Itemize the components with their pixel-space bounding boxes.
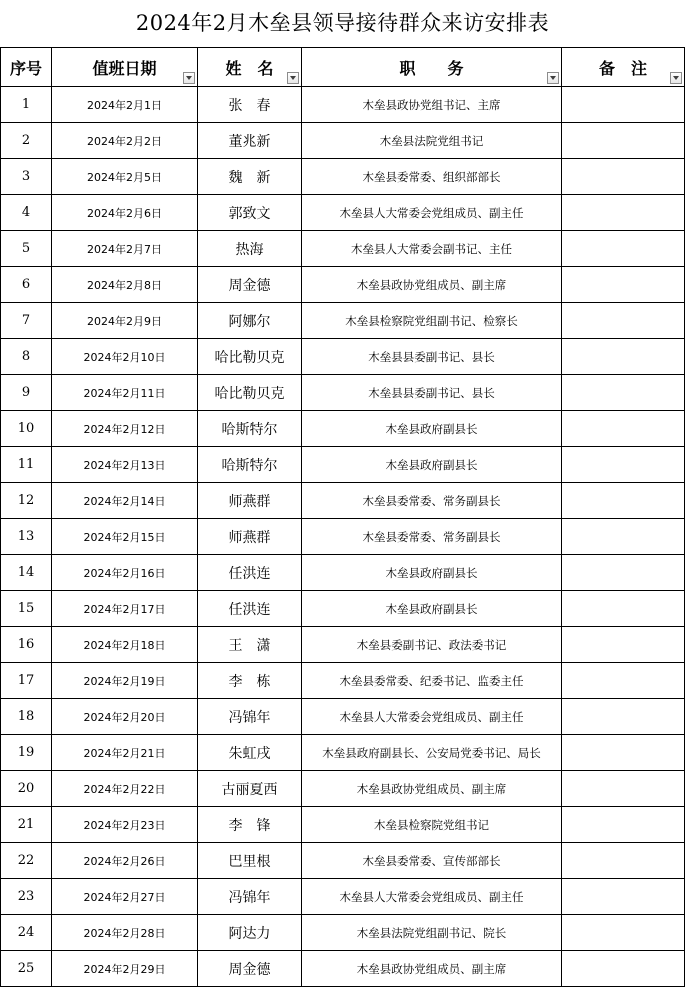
date-cell[interactable]: 2024年2月29日 [52,951,198,987]
name-cell[interactable]: 郭致文 [198,195,302,231]
seq-cell[interactable]: 23 [1,879,52,915]
position-cell[interactable]: 木垒县政协党组成员、副主席 [302,771,562,807]
position-cell[interactable]: 木垒县检察院党组副书记、检察长 [302,303,562,339]
date-cell[interactable]: 2024年2月12日 [52,411,198,447]
seq-cell[interactable]: 16 [1,627,52,663]
table-row [1,375,685,411]
table-body [1,87,685,987]
position-cell[interactable]: 木垒县人大常委会副书记、主任 [302,231,562,267]
date-cell[interactable]: 2024年2月9日 [52,303,198,339]
table-row [1,195,685,231]
table-row [1,447,685,483]
table-row [1,771,685,807]
name-cell[interactable]: 任洪连 [198,591,302,627]
name-cell[interactable]: 哈斯特尔 [198,411,302,447]
position-cell[interactable]: 木垒县人大常委会党组成员、副主任 [302,699,562,735]
date-cell[interactable]: 2024年2月14日 [52,483,198,519]
date-cell[interactable]: 2024年2月16日 [52,555,198,591]
seq-cell[interactable]: 5 [1,231,52,267]
name-cell[interactable]: 师燕群 [198,519,302,555]
position-cell[interactable]: 木垒县委常委、常务副县长 [302,483,562,519]
position-cell[interactable]: 木垒县人大常委会党组成员、副主任 [302,879,562,915]
name-cell[interactable]: 周金德 [198,951,302,987]
position-cell[interactable]: 木垒县委副书记、政法委书记 [302,627,562,663]
table-row [1,483,685,519]
name-cell[interactable]: 李 栋 [198,663,302,699]
seq-cell[interactable]: 8 [1,339,52,375]
date-cell[interactable]: 2024年2月26日 [52,843,198,879]
name-cell[interactable]: 任洪连 [198,555,302,591]
date-cell[interactable]: 2024年2月22日 [52,771,198,807]
position-cell[interactable]: 木垒县政协党组成员、副主席 [302,951,562,987]
note-cell[interactable] [562,735,685,771]
header-seq [1,48,52,87]
note-cell[interactable] [562,519,685,555]
table-row [1,663,685,699]
name-cell[interactable]: 王 潇 [198,627,302,663]
seq-cell[interactable]: 25 [1,951,52,987]
table-row [1,735,685,771]
table-row [1,411,685,447]
seq-cell[interactable]: 20 [1,771,52,807]
table-row [1,591,685,627]
seq-cell[interactable]: 17 [1,663,52,699]
note-cell[interactable] [562,447,685,483]
name-cell[interactable]: 董兆新 [198,123,302,159]
note-cell[interactable] [562,159,685,195]
name-cell[interactable]: 哈比勒贝克 [198,339,302,375]
date-cell[interactable]: 2024年2月21日 [52,735,198,771]
name-cell[interactable]: 热海 [198,231,302,267]
table-row [1,915,685,951]
table-row [1,87,685,123]
seq-cell[interactable]: 14 [1,555,52,591]
table-row [1,627,685,663]
table-row [1,519,685,555]
seq-cell[interactable]: 6 [1,267,52,303]
date-cell[interactable]: 2024年2月18日 [52,627,198,663]
position-cell[interactable]: 木垒县政府副县长 [302,591,562,627]
position-cell[interactable]: 木垒县政协党组成员、副主席 [302,267,562,303]
position-cell[interactable]: 木垒县政府副县长、公安局党委书记、局长 [302,735,562,771]
date-cell[interactable]: 2024年2月15日 [52,519,198,555]
seq-cell[interactable]: 4 [1,195,52,231]
name-cell[interactable]: 周金德 [198,267,302,303]
date-cell[interactable]: 2024年2月20日 [52,699,198,735]
date-cell[interactable]: 2024年2月7日 [52,231,198,267]
position-cell[interactable]: 木垒县县委副书记、县长 [302,339,562,375]
date-cell[interactable]: 2024年2月13日 [52,447,198,483]
table-row [1,807,685,843]
note-cell[interactable] [562,807,685,843]
note-cell[interactable] [562,87,685,123]
date-cell[interactable]: 2024年2月1日 [52,87,198,123]
seq-cell[interactable]: 7 [1,303,52,339]
note-cell[interactable] [562,375,685,411]
date-cell[interactable]: 2024年2月11日 [52,375,198,411]
name-cell[interactable]: 冯锦年 [198,699,302,735]
header-date [52,48,198,87]
note-cell[interactable] [562,663,685,699]
name-cell[interactable]: 李 锋 [198,807,302,843]
note-cell[interactable] [562,951,685,987]
note-cell[interactable] [562,195,685,231]
seq-cell[interactable]: 15 [1,591,52,627]
table-row [1,879,685,915]
schedule-table [0,47,685,987]
note-cell[interactable] [562,339,685,375]
seq-cell[interactable]: 12 [1,483,52,519]
header-row [1,48,685,87]
header-seq-label: 序号 [9,58,42,78]
name-cell[interactable]: 巴里根 [198,843,302,879]
name-cell[interactable]: 师燕群 [198,483,302,519]
note-cell[interactable] [562,231,685,267]
position-cell[interactable]: 木垒县人大常委会党组成员、副主任 [302,195,562,231]
filter-dropdown-icon[interactable] [183,72,195,84]
note-cell[interactable] [562,303,685,339]
note-cell[interactable] [562,771,685,807]
seq-cell[interactable]: 24 [1,915,52,951]
table-row [1,843,685,879]
header-name-label: 姓 名 [225,58,274,78]
seq-cell[interactable]: 19 [1,735,52,771]
seq-cell[interactable]: 3 [1,159,52,195]
seq-cell[interactable]: 1 [1,87,52,123]
note-cell[interactable] [562,411,685,447]
note-cell[interactable] [562,555,685,591]
table-row [1,159,685,195]
name-cell[interactable]: 哈斯特尔 [198,447,302,483]
page-title: 2024年2月木垒县领导接待群众来访安排表 [135,11,550,35]
position-cell[interactable]: 木垒县法院党组副书记、院长 [302,915,562,951]
date-cell[interactable]: 2024年2月28日 [52,915,198,951]
header-position [302,48,562,87]
note-cell[interactable] [562,699,685,735]
table-row [1,951,685,987]
seq-cell[interactable]: 11 [1,447,52,483]
name-cell[interactable]: 冯锦年 [198,879,302,915]
header-date-label: 值班日期 [92,58,157,78]
position-cell[interactable]: 木垒县委常委、常务副县长 [302,519,562,555]
header-position-label: 职 务 [399,58,464,78]
position-cell[interactable]: 木垒县检察院党组书记 [302,807,562,843]
seq-cell[interactable]: 21 [1,807,52,843]
note-cell[interactable] [562,627,685,663]
date-cell[interactable]: 2024年2月2日 [52,123,198,159]
filter-dropdown-icon[interactable] [670,72,682,84]
header-note-label: 备 注 [598,58,647,78]
name-cell[interactable]: 张 春 [198,87,302,123]
note-cell[interactable] [562,483,685,519]
header-name [198,48,302,87]
note-cell[interactable] [562,267,685,303]
position-cell[interactable]: 木垒县政府副县长 [302,411,562,447]
seq-cell[interactable]: 13 [1,519,52,555]
date-cell[interactable]: 2024年2月23日 [52,807,198,843]
date-cell[interactable]: 2024年2月6日 [52,195,198,231]
position-cell[interactable]: 木垒县法院党组书记 [302,123,562,159]
date-cell[interactable]: 2024年2月10日 [52,339,198,375]
position-cell[interactable]: 木垒县委常委、组织部部长 [302,159,562,195]
table-row [1,303,685,339]
date-cell[interactable]: 2024年2月5日 [52,159,198,195]
filter-dropdown-icon[interactable] [287,72,299,84]
name-cell[interactable]: 阿娜尔 [198,303,302,339]
seq-cell[interactable]: 9 [1,375,52,411]
header-note [562,48,685,87]
date-cell[interactable]: 2024年2月27日 [52,879,198,915]
note-cell[interactable] [562,123,685,159]
table-row [1,267,685,303]
filter-dropdown-icon[interactable] [547,72,559,84]
date-cell[interactable]: 2024年2月8日 [52,267,198,303]
name-cell[interactable]: 哈比勒贝克 [198,375,302,411]
seq-cell[interactable]: 2 [1,123,52,159]
table-row [1,339,685,375]
date-cell[interactable]: 2024年2月19日 [52,663,198,699]
table-row [1,699,685,735]
name-cell[interactable]: 阿达力 [198,915,302,951]
position-cell[interactable]: 木垒县县委副书记、县长 [302,375,562,411]
note-cell[interactable] [562,591,685,627]
table-row [1,555,685,591]
note-cell[interactable] [562,915,685,951]
position-cell[interactable]: 木垒县政府副县长 [302,555,562,591]
name-cell[interactable]: 魏 新 [198,159,302,195]
seq-cell[interactable]: 22 [1,843,52,879]
note-cell[interactable] [562,879,685,915]
seq-cell[interactable]: 10 [1,411,52,447]
date-cell[interactable]: 2024年2月17日 [52,591,198,627]
name-cell[interactable]: 古丽夏西 [198,771,302,807]
position-cell[interactable]: 木垒县委常委、宣传部部长 [302,843,562,879]
name-cell[interactable]: 朱虹戌 [198,735,302,771]
table-row [1,123,685,159]
position-cell[interactable]: 木垒县委常委、纪委书记、监委主任 [302,663,562,699]
position-cell[interactable]: 木垒县政府副县长 [302,447,562,483]
seq-cell[interactable]: 18 [1,699,52,735]
table-row [1,231,685,267]
note-cell[interactable] [562,843,685,879]
position-cell[interactable]: 木垒县政协党组书记、主席 [302,87,562,123]
